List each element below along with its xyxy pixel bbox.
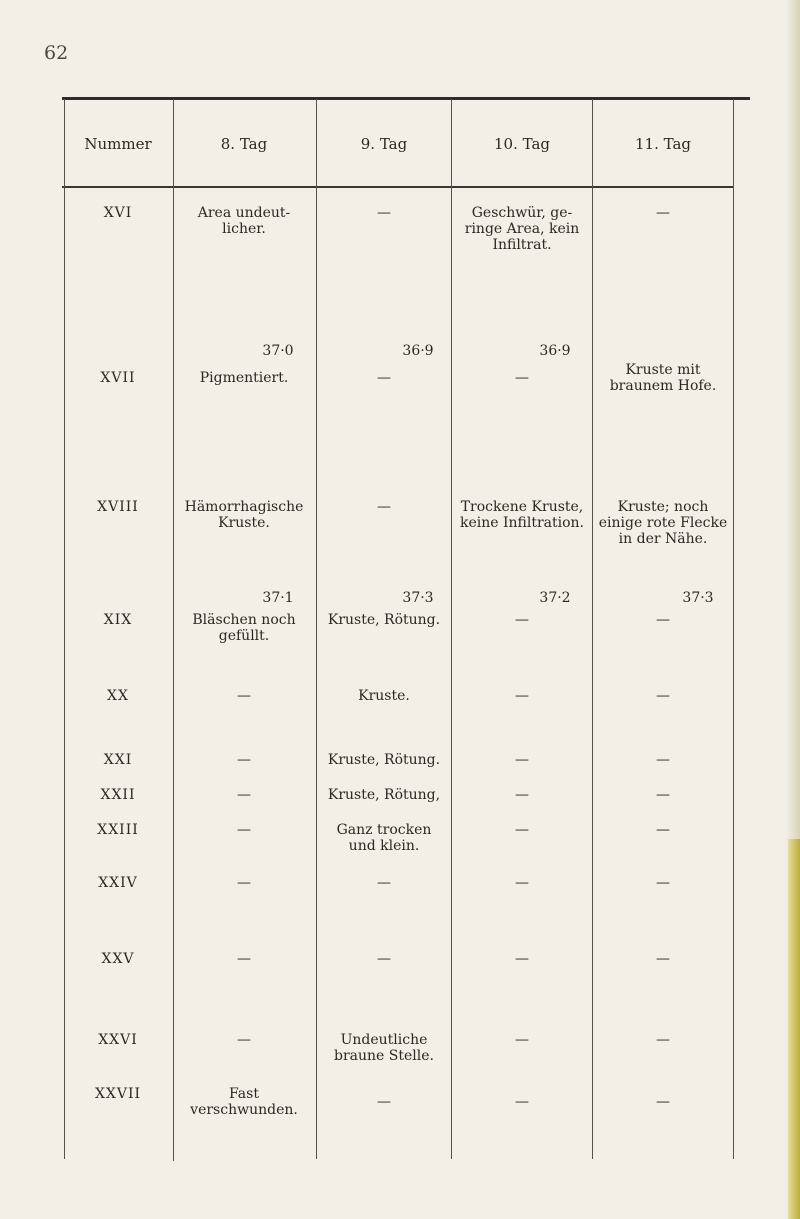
cell-tag10-dash: — xyxy=(515,787,529,803)
row-number: XVII xyxy=(100,370,136,386)
cell-line: Kruste mit xyxy=(625,362,701,378)
cell-tag8 xyxy=(198,205,291,237)
cell-tag11-dash: — xyxy=(656,875,670,891)
cell-tag8-dash: — xyxy=(237,951,251,967)
cell-tag9-dash: — xyxy=(377,875,391,891)
cell-line: Geschwür, ge- xyxy=(471,205,573,221)
cell-tag9: Kruste. xyxy=(358,688,410,704)
table-top-rule xyxy=(62,97,750,100)
cell-tag8 xyxy=(190,1086,298,1118)
cell-tag8 xyxy=(185,499,304,531)
row-number: XXVII xyxy=(94,1086,142,1102)
cell-tag8-dash: — xyxy=(237,822,251,838)
column-divider xyxy=(64,99,65,1159)
cell-tag10-dash: — xyxy=(515,1094,529,1110)
column-divider xyxy=(316,99,317,1159)
cell-tag8-dash: — xyxy=(237,1032,251,1048)
cell-tag11 xyxy=(599,499,728,547)
cell-line: Undeutliche xyxy=(340,1032,428,1048)
cell-tag11-dash: — xyxy=(656,787,670,803)
cell-line: Bläschen noch xyxy=(192,612,296,628)
cell-tag9-dash: — xyxy=(377,370,391,386)
cell-tag8-dash: — xyxy=(237,875,251,891)
cell-tag9-dash: — xyxy=(377,205,391,221)
cell-tag9-dash: — xyxy=(377,499,391,515)
temp-tag8: 37·0 xyxy=(262,343,294,359)
cell-tag10-dash: — xyxy=(515,951,529,967)
cell-tag10-dash: — xyxy=(515,822,529,838)
cell-tag10-dash: — xyxy=(515,688,529,704)
header-tag11: 11. Tag xyxy=(634,135,692,153)
cell-line: Fast xyxy=(229,1086,259,1102)
cell-line: braune Stelle. xyxy=(334,1048,434,1064)
cell-line: Hämorrhagische xyxy=(184,499,304,515)
cell-tag10 xyxy=(460,499,584,531)
header-nummer: Nummer xyxy=(84,135,152,153)
cell-tag11-dash: — xyxy=(656,205,670,221)
header-tag8: 8. Tag xyxy=(220,135,268,153)
cell-tag11 xyxy=(610,362,717,394)
cell-tag9 xyxy=(337,822,432,854)
row-number: XVI xyxy=(103,205,133,221)
cell-tag10 xyxy=(465,205,579,253)
page-edge-tint xyxy=(788,839,800,1219)
cell-line: einige rote Flecke xyxy=(598,515,728,531)
cell-tag11-dash: — xyxy=(656,1094,670,1110)
row-number: XXIV xyxy=(98,875,138,891)
cell-line: gefüllt. xyxy=(218,628,270,644)
cell-line: keine Infiltration. xyxy=(459,515,585,531)
cell-tag11-dash: — xyxy=(656,612,670,628)
cell-line: Ganz trocken xyxy=(336,822,432,838)
cell-line: ringe Area, kein xyxy=(464,221,580,237)
row-number: XXV xyxy=(101,951,135,967)
cell-line: Infiltrat. xyxy=(492,237,552,253)
cell-tag11-dash: — xyxy=(656,822,670,838)
column-divider xyxy=(733,99,734,1159)
cell-tag8-dash: — xyxy=(237,787,251,803)
temp-tag9: 37·3 xyxy=(402,590,434,606)
table-header-rule xyxy=(62,186,734,188)
cell-tag9-dash: — xyxy=(377,1094,391,1110)
header-tag9: 9. Tag xyxy=(360,135,408,153)
cell-tag10-dash: — xyxy=(515,752,529,768)
cell-tag8-dash: — xyxy=(237,688,251,704)
cell-tag11-dash: — xyxy=(656,951,670,967)
cell-tag10-dash: — xyxy=(515,875,529,891)
cell-line: Trockene Kruste, xyxy=(460,499,584,515)
temp-tag11: 37·3 xyxy=(682,590,714,606)
temp-tag8: 37·1 xyxy=(262,590,294,606)
header-tag10: 10. Tag xyxy=(493,135,551,153)
row-number: XXVI xyxy=(98,1032,138,1048)
cell-line: licher. xyxy=(222,221,266,237)
cell-line: Area undeut- xyxy=(197,205,291,221)
cell-tag11-dash: — xyxy=(656,1032,670,1048)
cell-tag8-dash: — xyxy=(237,752,251,768)
page-number: 62 xyxy=(44,42,69,64)
cell-tag9: Kruste, Rötung. xyxy=(327,612,441,628)
cell-tag9-dash: — xyxy=(377,951,391,967)
row-number: XXII xyxy=(100,787,136,803)
cell-line: verschwunden. xyxy=(190,1102,298,1118)
row-number: XIX xyxy=(103,612,133,628)
cell-line: braunem Hofe. xyxy=(609,378,717,394)
cell-line: und klein. xyxy=(348,838,420,854)
cell-tag9: Kruste, Rötung. xyxy=(327,752,441,768)
cell-tag11-dash: — xyxy=(656,752,670,768)
temp-tag10: 37·2 xyxy=(539,590,571,606)
temp-tag10: 36·9 xyxy=(539,343,571,359)
cell-line: Kruste; noch xyxy=(617,499,709,515)
cell-tag8: Pigmentiert. xyxy=(199,370,289,386)
cell-tag10-dash: — xyxy=(515,370,529,386)
cell-tag10-dash: — xyxy=(515,1032,529,1048)
cell-line: in der Nähe. xyxy=(618,531,708,547)
column-divider xyxy=(592,99,593,1159)
row-number: XXI xyxy=(103,752,133,768)
cell-tag9: Kruste, Rötung, xyxy=(327,787,441,803)
column-divider xyxy=(451,99,452,1159)
cell-line: Kruste. xyxy=(218,515,270,531)
column-divider xyxy=(173,99,174,1161)
row-number: XVIII xyxy=(97,499,139,515)
cell-tag10-dash: — xyxy=(515,612,529,628)
row-number: XXIII xyxy=(97,822,139,838)
row-number: XX xyxy=(107,688,129,704)
temp-tag9: 36·9 xyxy=(402,343,434,359)
cell-tag11-dash: — xyxy=(656,688,670,704)
cell-tag9 xyxy=(334,1032,434,1064)
cell-tag8 xyxy=(192,612,295,644)
